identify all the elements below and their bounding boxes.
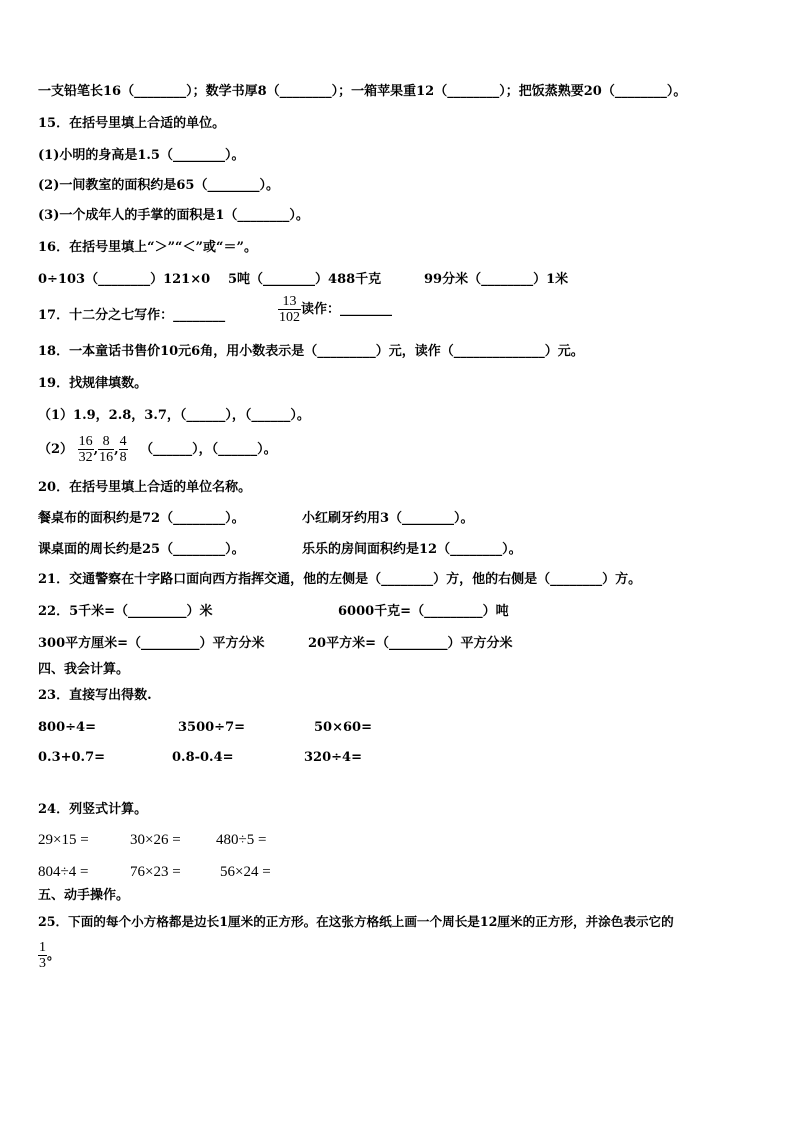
q24-r2-c3: 56×24 =	[220, 864, 271, 880]
q16-title: 16．在括号里填上“＞”“＜”或“＝”。	[38, 240, 257, 255]
q19-title: 19．找规律填数。	[38, 376, 148, 391]
q24-r2-c2: 76×23 =	[130, 864, 181, 880]
q19-fraction-2	[98, 434, 114, 465]
q19-fraction-1	[78, 434, 94, 465]
q23-r1-c3: 50×60=	[314, 720, 372, 735]
q17-read-label: 读作：________	[301, 302, 393, 317]
q23-r1-c2: 3500÷7=	[178, 720, 246, 735]
q19-item-2: （2） $\frac{16}{32}$ , $\frac{8}{16}$ , $\frac{4}{8}$ （______），（______）。	[38, 434, 277, 465]
q20-item-b: 小红刷牙约用3（________）。	[302, 511, 474, 526]
q19-item-2-tail: （______），（______）。	[140, 442, 277, 457]
q25-text: 25．下面的每个小方格都是边长1厘米的正方形。在这张方格纸上画一个周长是12厘米的正方形，并涂色表示它的	[38, 914, 674, 929]
units-fill-line: 一支铅笔长16（________）；数学书厚8（________）；一箱苹果重12（________）；把饭蒸熟要20（________）。	[38, 84, 687, 99]
frac-den: 16	[99, 450, 114, 465]
q22-item-d: 20平方米=（_________）平方分米	[308, 636, 513, 651]
q16-item-b: 5吨（________）488千克	[228, 272, 382, 287]
q23-title: 23．直接写出得数.	[38, 688, 152, 703]
q16-item-c: 99分米（________）1米	[424, 272, 569, 287]
q25-fraction	[38, 940, 47, 971]
section-5-heading: 五、动手操作。	[38, 888, 130, 903]
q15-item-1: (1)小明的身高是1.5（________）。	[38, 148, 245, 163]
q24-title: 24．列竖式计算。	[38, 802, 148, 817]
q20-item-c: 课桌面的周长约是25（________）。	[38, 542, 245, 557]
frac-den: 32	[78, 450, 93, 465]
frac-num: 4	[119, 434, 127, 449]
q23-r1-c1: 800÷4=	[38, 720, 96, 735]
q22-item-b: 6000千克=（_________）吨	[338, 604, 509, 619]
q23-r2-c2: 0.8-0.4=	[172, 750, 234, 765]
q15-item-3: (3)一个成年人的手掌的面积是1（________）。	[38, 208, 309, 223]
q18: 18．一本童话书售价10元6角，用小数表示是（_________）元，读作（______________）元。	[38, 344, 584, 359]
frac-num: 1	[39, 940, 46, 955]
q24-r1-c2: 30×26 =	[130, 832, 181, 848]
q24-r2-c1: 804÷4 =	[38, 864, 89, 880]
q20-item-d: 乐乐的房间面积约是12（________）。	[302, 542, 522, 557]
q17-read	[278, 294, 392, 325]
q17-write: 17．十二分之七写作：________	[38, 308, 226, 323]
q20-title: 20．在括号里填上合适的单位名称。	[38, 480, 252, 495]
frac-den: 8	[119, 450, 127, 465]
q19-fraction-3	[119, 434, 128, 465]
q24-r1-c3: 480÷5 =	[216, 832, 267, 848]
frac-num: 8	[102, 434, 110, 449]
q21: 21．交通警察在十字路口面向西方指挥交通，他的左侧是（________）方，他的右侧是（________）方。	[38, 572, 642, 587]
q22-item-c: 300平方厘米=（_________）平方分米	[38, 636, 265, 651]
q15-item-2: (2)一间教室的面积约是65（________）。	[38, 178, 279, 193]
frac-num: 16	[78, 434, 93, 449]
frac-den: 3	[39, 956, 46, 971]
q16-item-a: 0÷103（________）121×0	[38, 272, 211, 287]
q24-r1-c1: 29×15 =	[38, 832, 89, 848]
q19-item-2-label: （2）	[38, 442, 74, 457]
q25-tail	[38, 940, 60, 971]
q15-title: 15．在括号里填上合适的单位。	[38, 116, 226, 131]
q17-frac-num: 13	[282, 294, 297, 309]
q23-r2-c3: 320÷4=	[304, 750, 362, 765]
q20-item-a: 餐桌布的面积约是72（________）。	[38, 511, 245, 526]
q17-fraction	[278, 294, 301, 325]
q22-item-a: 22．5千米=（_________）米	[38, 604, 213, 619]
section-4-heading: 四、我会计算。	[38, 662, 130, 677]
q23-r2-c1: 0.3+0.7=	[38, 750, 106, 765]
q25-end: 。	[47, 948, 61, 963]
q17-frac-den: 102	[279, 310, 300, 325]
q19-item-1: （1）1.9，2.8，3.7，（______），（______）。	[38, 408, 310, 423]
